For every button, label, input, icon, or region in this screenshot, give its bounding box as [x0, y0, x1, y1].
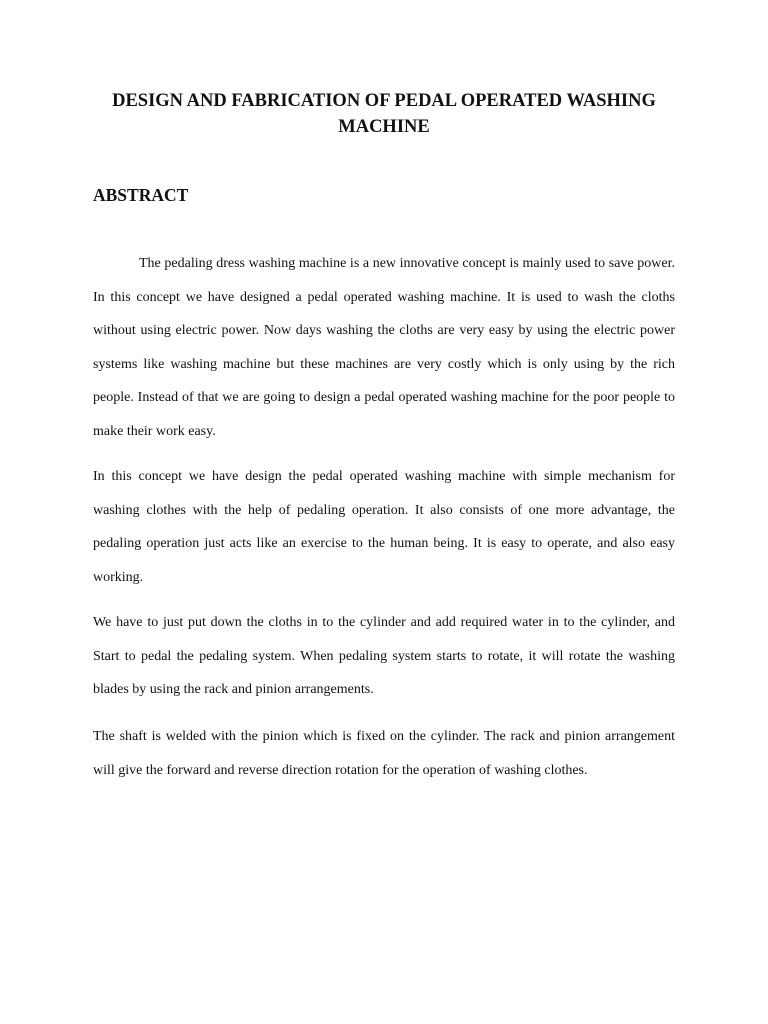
abstract-paragraph-4: The shaft is welded with the pinion which is fixed on the cylinder. The rack and pinion arrangement will give the forward and reverse direction rotation for the operation of washing clothes.	[93, 729, 675, 778]
abstract-paragraph-3: We have to just put down the cloths in to the cylinder and add required water in to the cylinder, and Start to pedal the pedaling system. When pedaling system starts to rotate, it will rotate the washing blades by using the rack and pinion arrangements.	[93, 615, 675, 698]
document-title: DESIGN AND FABRICATION OF PEDAL OPERATED WASHING MACHINE	[112, 91, 656, 137]
abstract-heading: ABSTRACT	[93, 185, 189, 205]
abstract-paragraph-2: In this concept we have design the pedal operated washing machine with simple mechanism for washing clothes with the help of pedaling operation. It also consists of one more advantage, the pedaling operation just acts like an exercise to the human being. It is easy to operate, and also easy working.	[93, 469, 675, 585]
abstract-paragraph-1: The pedaling dress washing machine is a new innovative concept is mainly used to save power. In this concept we have designed a pedal operated washing machine. It is used to wash the cloths without using electric power. Now days washing the cloths are very easy by using the electric power systems like washing machine but these machines are very costly which is only using by the rich people. Instead of that we are going to design a pedal operated washing machine for the poor people to make their work easy.	[93, 256, 675, 439]
